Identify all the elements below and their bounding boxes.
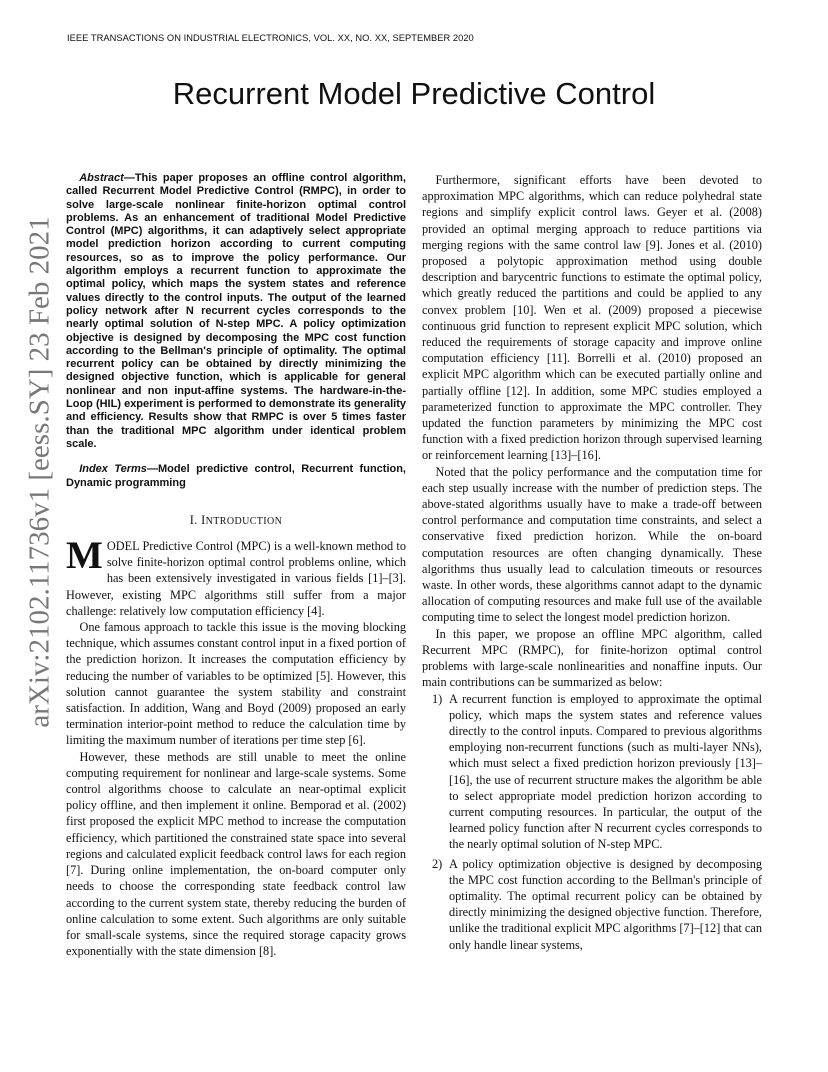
index-terms-text: Model predictive control, Recurrent function, Dynamic programming bbox=[66, 463, 406, 489]
list-item-text: A recurrent function is employed to approximate the optimal policy, which maps the system states and reference values directly to the control inputs. Compared to previous algorithms employing non-recurrent functions (such as multi-layer NNs), which must select a fixed prediction horizon previously [13]–[16], the use of recurrent structure makes the algorithm be able to select appropriate model prediction horizon according to current computing resources. In particular, the output of the learned policy function after N recurrent cycles corresponds to the nearly optimal solution of N-step MPC. bbox=[449, 691, 762, 852]
section-title-initial: I bbox=[201, 512, 206, 527]
abstract-dash: — bbox=[123, 172, 135, 184]
list-item-number: 2) bbox=[432, 856, 443, 871]
right-paragraph-2: Noted that the policy performance and the computation time for each step usually increase with the number of prediction steps. The above-stated algorithms usually have to make a trade-off between control performance and computation time constraints, and select a conservative fixed prediction horizon. While the on-board computation resources are often changing dynamically. These algorithms thus usually lead to calculation timeouts or resources waste. In other words, these algorithms cannot adapt to the dynamic allocation of computing resources and make full use of the available computing time to select the longest model prediction horizon. bbox=[422, 464, 762, 625]
index-terms-dash: — bbox=[146, 463, 158, 476]
intro-paragraph-1-text: ODEL Predictive Control (MPC) is a well-known method to solve finite-horizon optimal control problems online, which has been extensively investigated in various fields [1]–[3]. However, existing MPC algorithms still suffer from a major challenge: relatively low computation efficiency [4]. bbox=[66, 539, 406, 618]
index-terms bbox=[66, 463, 406, 490]
arxiv-stamp-text: arXiv:2102.11736v1 [eess.SY] 23 Feb 2021 bbox=[23, 216, 56, 728]
index-terms-label: Index Terms bbox=[79, 463, 147, 476]
paper-title: Recurrent Model Predictive Control bbox=[172, 76, 656, 111]
journal-header: IEEE TRANSACTIONS ON INDUSTRIAL ELECTRONICS, VOL. XX, NO. XX, SEPTEMBER 2020 bbox=[67, 33, 474, 43]
abstract-text: This paper proposes an offline control algorithm, called Recurrent Model Predictive Control (RMPC), in order to solve large-scale nonlinear finite-horizon optimal control problems. As an enhancement of traditional Model Predictive Control (MPC) algorithms, it can adaptively select appropriate model prediction horizon according to current computing resources, so as to improve the policy performance. Our algorithm employs a recurrent function to approximate the optimal policy, which maps the system states and reference values directly to the control inputs. The output of the learned policy network after N recurrent cycles corresponds to the nearly optimal solution of N-step MPC. A policy optimization objective is designed by decomposing the MPC cost function according to the Bellman's principle of optimality. The optimal recurrent policy can be obtained by directly minimizing the designed objective function, which is applicable for general nonlinear and non input-affine systems. The hardware-in-the-Loop (HIL) experiment is performed to demonstrate its generality and efficiency. Results show that RMPC is over 5 times faster than the traditional MPC algorithm under identical problem scale. bbox=[66, 172, 406, 450]
list-item-text: A policy optimization objective is designed by decomposing the MPC cost function according to the Bellman's principle of optimality. The optimal recurrent policy can be obtained by directly minimizing the designed objective function. Therefore, unlike the traditional explicit MPC algorithms [7]–[12] that can only handle linear systems, bbox=[449, 856, 762, 952]
section-title-rest: NTRODUCTION bbox=[205, 515, 283, 527]
list-item bbox=[422, 856, 762, 953]
contributions-list bbox=[422, 691, 762, 953]
abstract-label: Abstract bbox=[79, 172, 124, 184]
section-heading-introduction bbox=[66, 512, 406, 530]
intro-paragraph-1 bbox=[66, 534, 406, 619]
intro-paragraph-2: One famous approach to tackle this issue is the moving blocking technique, which assumes constant control input in a fixed portion of the prediction horizon. It increases the computation efficiency by reducing the number of variables to be optimized [5]. However, this solution cannot guarantee the system stability and constraint satisfaction. In addition, Wang and Boyd (2009) proposed an early termination interior-point method to reduce the calculation time by limiting the maximum number of iterations per time step [6]. bbox=[66, 620, 406, 748]
section-number: I. bbox=[189, 512, 202, 527]
left-column bbox=[66, 172, 406, 959]
list-item bbox=[422, 691, 762, 853]
right-paragraph-1: Furthermore, significant efforts have been devoted to approximation MPC algorithms, which can reduce polyhedral state regions and simplify explicit control laws. Geyer et al. (2008) provided an optimal merging approach to reduce partitions via merging regions with the same control law [9]. Jones et al. (2010) proposed a polytopic approximation method using double description and barycentric functions to estimate the optimal policy, which greatly reduced the partitions and could be applied to any convex problem [10]. Wen et al. (2009) proposed a piecewise continuous grid function to represent explicit MPC solution, which reduced the requirements of storage capacity and improve online computation efficiency [11]. Borrelli et al. (2010) proposed an explicit MPC algorithm which can be executed partially online and partially offline [12]. In addition, some MPC studies employed a parameterized function to approximate the MPC controller. They updated the function parameters by minimizing the MPC cost function with a fixed prediction horizon through supervised learning or reinforcement learning [13]–[16]. bbox=[422, 173, 762, 463]
arxiv-stamp bbox=[23, 216, 56, 728]
right-column bbox=[422, 172, 762, 956]
right-paragraph-3: In this paper, we propose an offline MPC algorithm, called Recurrent MPC (RMPC), for finite-horizon optimal control problems with large-scale nonlinearities and nonaffine inputs. Our main contributions can be summarized as below: bbox=[422, 626, 762, 690]
list-item-number: 1) bbox=[432, 691, 443, 706]
dropcap-letter: M bbox=[66, 534, 103, 578]
intro-paragraph-3: However, these methods are still unable to meet the online computing requirement for nonlinear and large-scale systems. Some control algorithms choose to calculate an near-optimal explicit policy offline, and then implement it online. Bemporad et al. (2002) first proposed the explicit MPC method to increase the computation efficiency, which partitioned the constrained state space into several regions and calculated explicit feedback control laws for each region [7]. During online implementation, the on-board computer only needs to choose the corresponding state feedback control law according to the current system state, thereby reducing the burden of online calculation to some extent. Such algorithms are only suitable for small-scale systems, since the required storage capacity grows exponentially with the state dimension [8]. bbox=[66, 749, 406, 959]
abstract bbox=[66, 172, 406, 451]
